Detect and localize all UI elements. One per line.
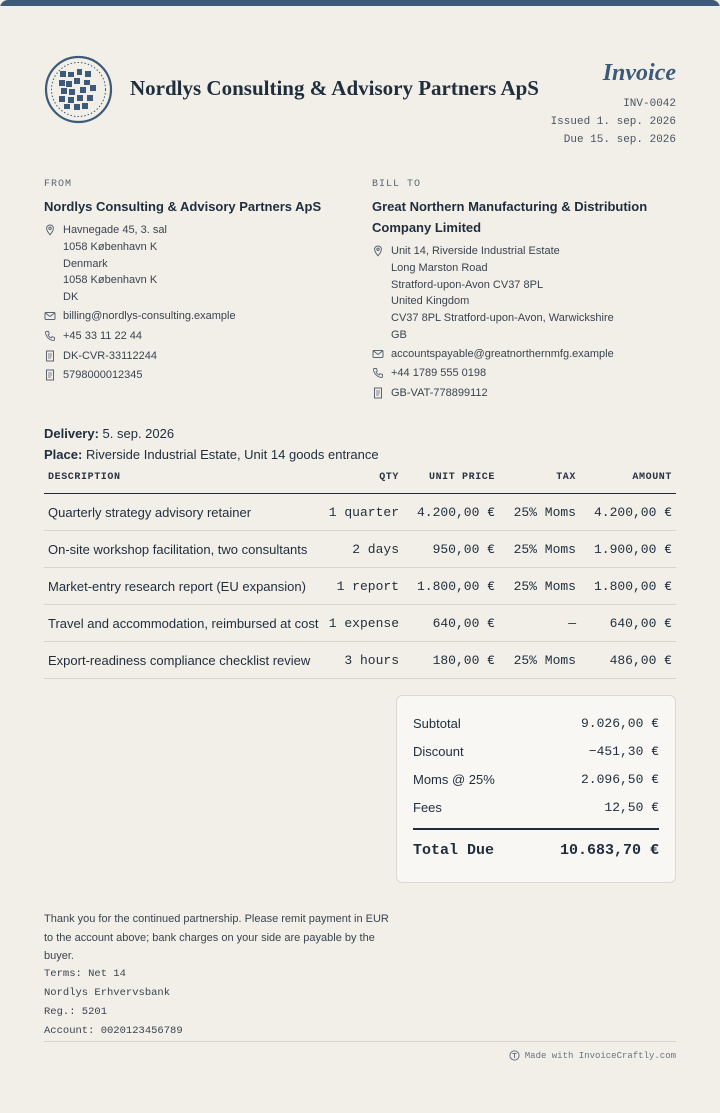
cell-qty: 1 expense	[328, 616, 399, 631]
cell-amount: 1.800,00 €	[593, 579, 672, 594]
address-line: Havnegade 45, 3. sal	[63, 224, 167, 236]
col-qty: QTY	[379, 472, 399, 483]
from-address	[44, 222, 167, 306]
bill-to-email[interactable]: accountspayable@greatnorthernmfg.example	[391, 348, 614, 360]
table-row	[44, 494, 676, 531]
discount-value: −451,30 €	[588, 744, 659, 759]
map-pin-icon	[44, 224, 56, 236]
bank-reg: Reg.: 5201	[44, 1006, 108, 1018]
bill-to-email-row	[372, 346, 614, 363]
payment-terms: Terms: Net 14	[44, 968, 126, 980]
delivery-date	[44, 426, 174, 441]
totals-divider	[413, 828, 659, 830]
cell-tax: 25% Moms	[513, 505, 576, 520]
address-line: 1058 København K	[63, 240, 158, 253]
bill-to-phone-row	[372, 365, 486, 382]
cell-qty: 1 quarter	[328, 505, 399, 520]
totals-box	[396, 695, 676, 883]
document-title: Invoice	[602, 60, 676, 86]
company-name: Nordlys Consulting & Advisory Partners ApS	[130, 76, 539, 100]
phone-icon	[44, 330, 56, 342]
table-row	[44, 642, 676, 679]
address-line: United Kingdom	[391, 295, 470, 308]
tax-value: 2.096,50 €	[580, 772, 659, 787]
table-row	[44, 605, 676, 642]
delivery-place	[44, 447, 379, 462]
bill-to-address	[372, 243, 614, 344]
discount-row	[413, 744, 659, 764]
subtotal-row	[413, 716, 659, 736]
fees-value: 12,50 €	[604, 800, 659, 815]
address-line: Stratford-upon-Avon CV37 8PL	[391, 278, 544, 291]
cell-description: Travel and accommodation, reimbursed at cost	[48, 616, 319, 631]
brand-icon	[509, 1050, 520, 1061]
col-tax: TAX	[556, 472, 576, 483]
address-line: DK	[63, 291, 79, 304]
bill-to-name-line: Great Northern Manufacturing & Distribution	[372, 199, 648, 214]
cell-unit-price: 950,00 €	[432, 542, 495, 557]
cell-amount: 4.200,00 €	[593, 505, 672, 520]
phone-icon	[372, 367, 384, 379]
fees-label: Fees	[413, 800, 442, 815]
cell-amount: 486,00 €	[609, 653, 672, 668]
delivery-value: 5. sep. 2026	[102, 426, 175, 441]
cell-description: Quarterly strategy advisory retainer	[48, 505, 252, 520]
cell-unit-price: 640,00 €	[432, 616, 495, 631]
from-label: FROM	[44, 179, 73, 190]
cell-amount: 1.900,00 €	[593, 542, 672, 557]
cell-description: On-site workshop facilitation, two consultants	[48, 542, 308, 557]
from-registration-row	[44, 367, 143, 384]
document-icon	[44, 350, 56, 362]
address-line: Denmark	[63, 257, 108, 270]
cell-tax: 25% Moms	[513, 653, 576, 668]
line-items-table	[44, 466, 676, 679]
cell-amount: 640,00 €	[609, 616, 672, 631]
from-name: Nordlys Consulting & Advisory Partners ApS	[44, 199, 322, 214]
made-with-text[interactable]: Made with InvoiceCraftly.com	[524, 1050, 676, 1061]
bill-to-name	[372, 196, 647, 238]
subtotal-label: Subtotal	[413, 716, 461, 731]
delivery-label: Delivery:	[44, 426, 99, 441]
cell-qty: 3 hours	[344, 653, 399, 668]
footer-divider	[44, 1041, 676, 1042]
cell-tax: 25% Moms	[513, 579, 576, 594]
tax-row	[413, 772, 659, 792]
address-line: Long Marston Road	[391, 261, 488, 274]
bill-to-taxid-row	[372, 385, 488, 402]
address-line: CV37 8PL Stratford-upon-Avon, Warwickshire	[391, 312, 614, 325]
document-icon	[372, 387, 384, 399]
place-value: Riverside Industrial Estate, Unit 14 goods entrance	[85, 447, 379, 462]
document-icon	[44, 369, 56, 381]
cell-tax: —	[568, 616, 576, 631]
mail-icon	[44, 310, 56, 322]
cell-qty: 2 days	[352, 542, 399, 557]
from-taxid-row	[44, 348, 157, 365]
due-date: Due 15. sep. 2026	[563, 134, 676, 146]
col-amount: AMOUNT	[632, 472, 672, 483]
from-email-row	[44, 308, 236, 325]
cell-qty: 1 report	[336, 579, 399, 594]
cell-tax: 25% Moms	[513, 542, 576, 557]
issue-date: Issued 1. sep. 2026	[550, 116, 676, 128]
from-tax-id: DK-CVR-33112244	[63, 350, 157, 362]
bill-to-name-line: Company Limited	[372, 220, 482, 235]
address-line: 1058 København K	[63, 274, 158, 287]
from-phone-row	[44, 328, 142, 345]
bill-to-phone: +44 1789 555 0198	[391, 367, 487, 379]
mail-icon	[372, 348, 384, 360]
bank-account: Account: 0020123456789	[44, 1025, 183, 1037]
subtotal-value: 9.026,00 €	[580, 716, 659, 731]
bill-to-tax-id: GB-VAT-778899112	[391, 387, 488, 399]
bill-to-label: BILL TO	[372, 179, 422, 190]
address-line: Unit 14, Riverside Industrial Estate	[391, 245, 560, 257]
table-row	[44, 568, 676, 605]
col-description: DESCRIPTION	[48, 472, 121, 483]
table-row	[44, 531, 676, 568]
cell-unit-price: 1.800,00 €	[416, 579, 495, 594]
invoice-number: INV-0042	[623, 98, 676, 110]
bank-name: Nordlys Erhvervsbank	[44, 987, 171, 999]
accent-bar	[0, 0, 720, 6]
cell-unit-price: 180,00 €	[432, 653, 495, 668]
fees-row	[413, 800, 659, 820]
cell-description: Export-readiness compliance checklist review	[48, 653, 311, 668]
table-header	[44, 466, 676, 494]
company-logo	[44, 55, 113, 124]
col-unit-price: UNIT PRICE	[428, 472, 495, 483]
discount-label: Discount	[413, 744, 464, 759]
from-phone: +45 33 11 22 44	[63, 330, 143, 342]
total-due-label: Total Due	[413, 842, 495, 859]
map-pin-icon	[372, 245, 384, 257]
from-registration: 5798000012345	[63, 369, 143, 381]
place-label: Place:	[44, 447, 83, 462]
from-email[interactable]: billing@nordlys-consulting.example	[63, 310, 236, 322]
cell-description: Market-entry research report (EU expansion)	[48, 579, 306, 594]
tax-label: Moms @ 25%	[413, 772, 495, 787]
address-line: GB	[391, 328, 407, 341]
payment-note: Thank you for the continued partnership. Please remit payment in EUR to the account above; bank charges on your side are payable by the buyer.	[44, 913, 389, 962]
made-with-credit[interactable]	[509, 1050, 676, 1061]
cell-unit-price: 4.200,00 €	[416, 505, 495, 520]
total-due-value: 10.683,70 €	[559, 842, 659, 859]
